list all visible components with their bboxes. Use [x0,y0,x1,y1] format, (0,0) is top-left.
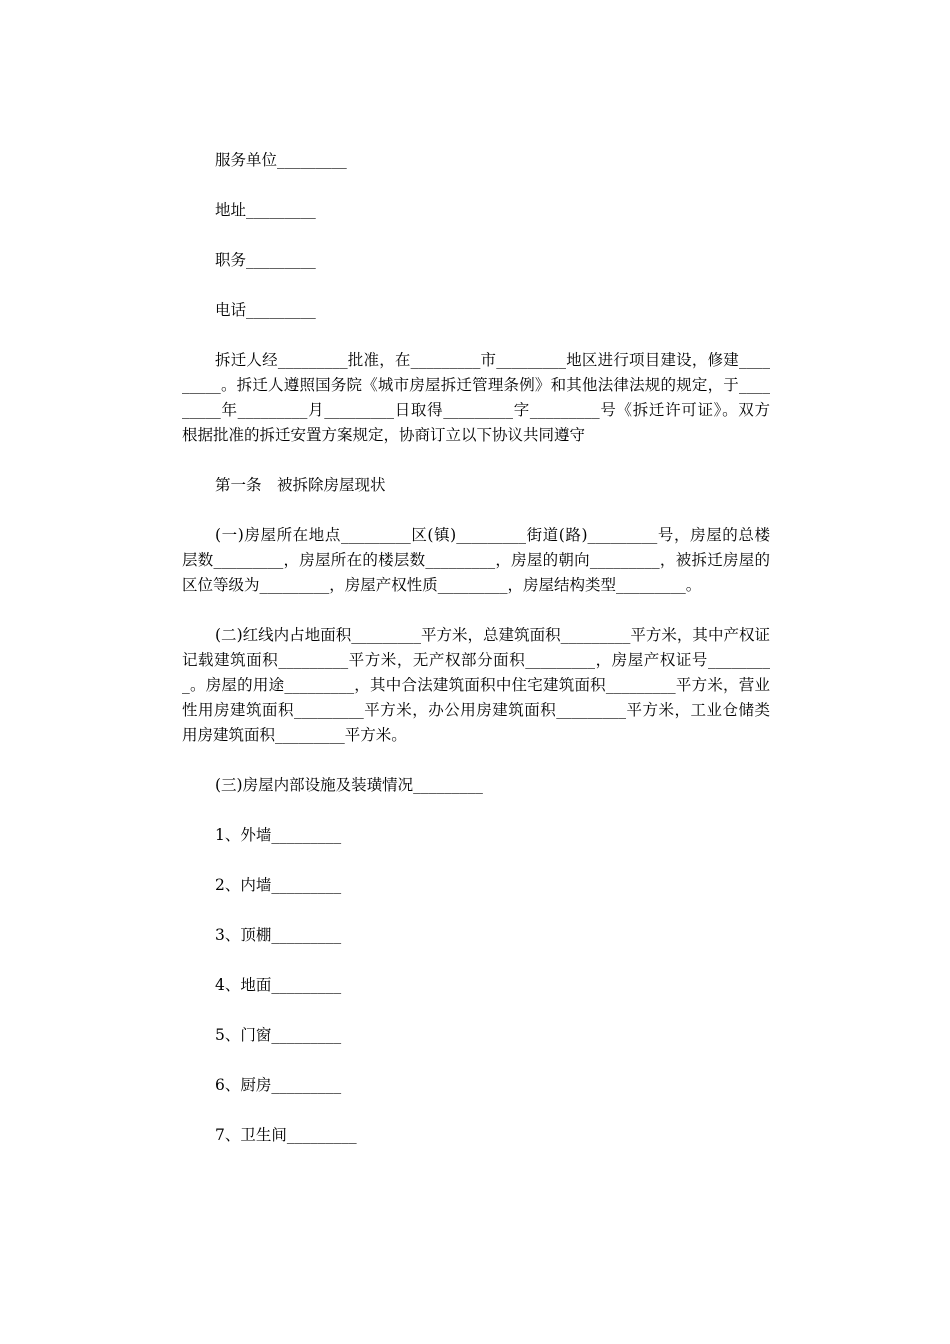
field-service-unit: 服务单位_________ [215,151,347,169]
item-bathroom: 7、卫生间_________ [215,1126,357,1144]
item-doors-windows: 5、门窗_________ [215,1026,342,1044]
clause-3: (三)房屋内部设施及装璜情况_________ [215,776,483,794]
intro-paragraph: 拆迁人经_________批准，在_________市_________地区进行项目建设，修建_________。拆迁人遵照国务院《城市房屋拆迁管理条例》和其他法律法规的规定，于_________年_________月_________日取得_________字_________号《拆迁许可证》。双方根据批准的拆迁安置方案规定，协商订立以下协议共同遵守 [182,351,770,444]
item-ceiling: 3、顶棚_________ [215,926,342,944]
field-position: 职务_________ [215,251,316,269]
clause-1: (一)房屋所在地点_________区(镇)_________街道(路)_________号，房屋的总楼层数_________，房屋所在的楼层数_________，房屋的朝向_________，被拆迁房屋的区位等级为_________，房屋产权性质_________，房屋结构类型_________。 [182,526,770,594]
field-phone: 电话_________ [215,301,316,319]
item-exterior-wall: 1、外墙_________ [215,826,342,844]
item-kitchen: 6、厨房_________ [215,1076,342,1094]
clause-2: (二)红线内占地面积_________平方米，总建筑面积_________平方米，其中产权证记载建筑面积_________平方米，无产权部分面积_________，房屋产权证号_________。房屋的用途_________，其中合法建筑面积中住宅建筑面积_________平方米，营业性用房建筑面积_________平方米，办公用房建筑面积_________平方米，工业仓储类用房建筑面积_________平方米。 [182,626,770,744]
article-1-title: 第一条 被拆除房屋现状 [215,476,386,494]
item-floor: 4、地面_________ [215,976,342,994]
document-page [182,148,770,1148]
item-interior-wall: 2、内墙_________ [215,876,342,894]
field-address: 地址_________ [215,201,316,219]
